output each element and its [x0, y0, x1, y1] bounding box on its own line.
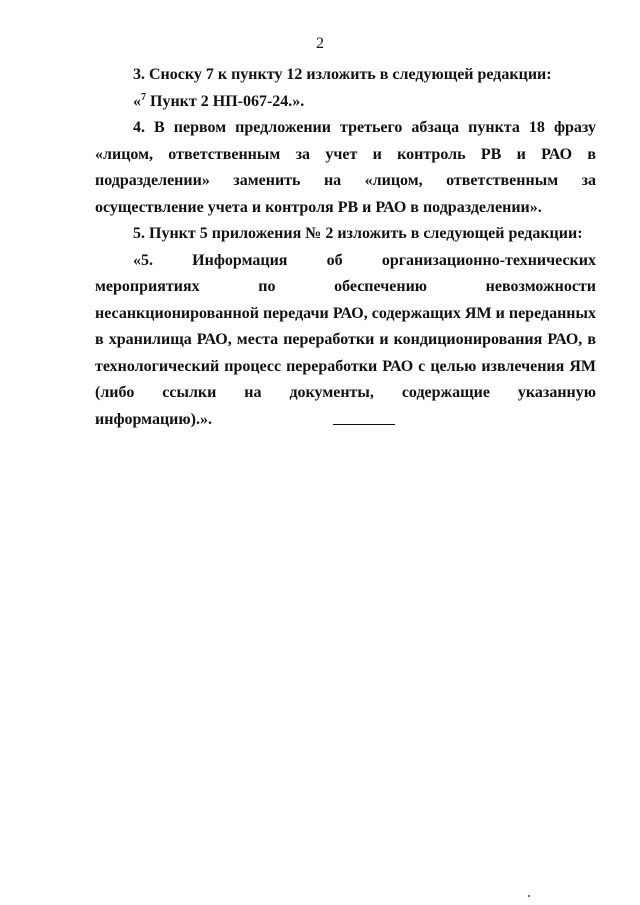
- end-divider-line: [333, 424, 395, 425]
- document-body: [95, 62, 596, 433]
- footnote-mark: 7: [141, 91, 146, 103]
- paragraph-quoted-item-5: «5. Информация об организационно-технических мероприятиях по обеспечению невозможности несанкционированной передачи РАО, содержащих ЯМ и переданных в хранилища РАО, места переработки и кондиционирования РАО, в технологический процесс переработки РАО с целью извлечения ЯМ (либо ссылки на документы, содержащие указанную информацию).».: [95, 251, 596, 428]
- footnote-text: Пункт 2 НП-067-24.».: [146, 92, 305, 110]
- paragraph-footnote-text: [95, 89, 596, 116]
- scan-speck: [528, 895, 530, 897]
- open-quote: «: [133, 92, 141, 110]
- paragraph-item-4: 4. В первом предложении третьего абзаца пункта 18 фразу «лицом, ответственным за учет и контроль РВ и РАО в подразделении» заменить на «лицом, ответственным за осуществление учета и контроля РВ и РАО в подразделении».: [95, 119, 596, 216]
- paragraph-item-3: 3. Сноску 7 к пункту 12 изложить в следующей редакции:: [133, 66, 552, 83]
- paragraph-item-5: 5. Пункт 5 приложения № 2 изложить в следующей редакции:: [133, 225, 583, 242]
- page-number: 2: [316, 35, 324, 52]
